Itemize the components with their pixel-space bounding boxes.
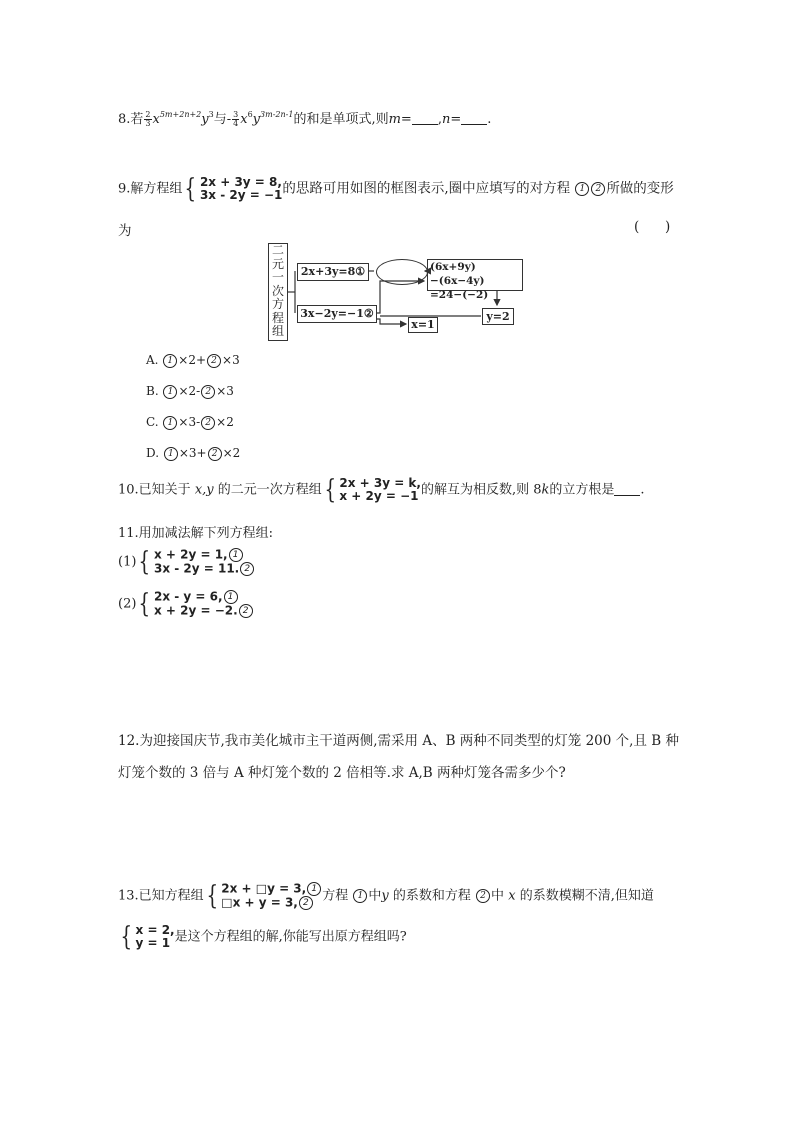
q9-option-label: D. [146,446,163,460]
q10-vars: x,y [194,482,214,498]
q9-option-circle-1: 1 [164,447,178,461]
q11-p2-eq2-row [154,604,254,618]
question-13-line-1 [118,882,654,910]
q8-frac1-den: 3 [145,119,151,128]
q8-exp1: 5m+2n+2 [159,110,202,119]
q13-eq1: 2x + □y = 3, [221,881,307,896]
flow-line-eq2-result [377,281,424,313]
flow-eq2: 3x−2y=−1② [300,307,374,320]
q9-option-circle-1: 1 [163,416,177,430]
q13-y: y [381,888,389,904]
q9-option[interactable] [146,415,234,430]
q13-prefix: 13.已知方程组 [118,888,204,904]
q13-eq2: □x + y = 3, [221,895,298,910]
q11-p2-eq1: 2x - y = 6, [153,589,223,604]
q8-exp2b: 3m-2n-1 [260,110,294,119]
q9-brace: { [184,174,197,204]
system-label-char: 次 [271,283,284,298]
q13-x: x [508,888,516,904]
q8-frac2-num: 3 [233,110,239,119]
q8-comma: , [437,112,442,127]
q9-text2: 所做的变形 [606,180,674,197]
q13-circle-1: 1 [353,889,367,903]
q9-option-label: C. [146,415,163,429]
flow-connectors [268,243,528,343]
q11-p1-circle-2: 2 [240,562,254,576]
q8-fraction-2 [232,111,239,128]
q10-prefix: 10.已知关于 [118,482,191,498]
q9-eq2: 3x - 2y = −1 [199,188,283,202]
q13-sol-brace: { [120,922,133,952]
q8-x1: x [152,112,160,127]
q8-end: . [487,112,492,127]
q9-option-op2: ×3 [222,353,240,367]
q9-option[interactable] [146,446,240,461]
q11-p2-system [136,590,253,618]
q8-frac1-num: 2 [145,110,151,119]
q11-p1-eq1: x + 2y = 1, [153,547,228,562]
q9-eq1: 2x + 3y = 8, [199,175,282,189]
q9-option-label: B. [146,384,163,398]
system-label-char: 程 [271,310,284,325]
q9-option-op1: ×3+ [178,446,207,460]
q9-option-circle-2: 2 [201,416,215,430]
q13-text2: 是这个方程组的解,你能写出原方程组吗? [174,929,407,945]
q9-option-circle-1: 1 [163,385,177,399]
q10-end: . [640,482,645,498]
q13-eq1-circle: 1 [307,882,321,896]
q13-solution [118,924,175,950]
q9-system [182,176,282,202]
q13-system-lines [221,882,322,910]
q8-n-label: n= [441,112,462,127]
flow-result-line1: (6x+9y)−(6x−4y) [430,261,485,287]
q11-p1-eq2-row [154,562,255,576]
q13-sol-lines [136,924,175,950]
q9-circle-2: 2 [591,182,605,196]
q9-option-label: A. [146,353,163,367]
q8-mid: 与- [213,112,232,127]
q13-mid2: 的系数和方程 [392,888,471,904]
question-11-part-1 [118,548,255,576]
q11-p1-lines [154,548,255,576]
q8-suffix: 的和是单项式,则 [293,112,389,127]
question-11-title: 11.用加减法解下列方程组: [118,526,274,541]
system-label-char: 元 [271,256,284,271]
q8-x2: x [240,112,248,127]
q9-option-op1: ×2- [178,384,201,398]
question-11-part-2 [118,590,254,618]
q11-p1-system [136,548,255,576]
q8-exp1b: 3 [208,110,214,119]
flow-line-to-x [377,319,406,324]
q11-p1-label: (1) [118,554,137,570]
q8-y2: y [252,112,261,127]
q9-option-op2: ×2 [216,415,234,429]
question-13-line-2 [118,924,407,950]
q10-eq1: 2x + 3y = k, [339,476,421,490]
q11-p2-label: (2) [118,596,137,612]
q8-m-label: m= [388,112,412,127]
q13-mid4: 的系数模糊不清,但知道 [519,888,654,904]
q11-p1-brace: { [138,547,151,577]
q9-option-op1: ×3- [178,415,201,429]
q13-eq2-row [221,896,322,910]
q11-p2-eq2: x + 2y = −2. [153,603,238,618]
q10-brace: { [324,475,336,505]
system-label-char: 方 [271,297,284,311]
q13-mid1: 中 [368,888,382,904]
q9-text: 的思路可用如图的框图表示,圈中应填写的对方程 [282,180,571,197]
q9-option-op2: ×3 [216,384,234,398]
q9-option-circle-2: 2 [207,354,221,368]
q10-text3: 的立方根是 [549,482,615,498]
q11-p2-circle-1: 1 [224,590,238,604]
flow-x-value: x=1 [411,318,435,331]
question-9-line-2: 为 [118,223,132,239]
q13-sol1: x = 2, [135,923,175,937]
q13-mid3: 中 [491,888,505,904]
q8-blank-m[interactable] [412,112,438,125]
answer-parenthesis[interactable]: ( ) [634,219,671,235]
q9-option-circle-2: 2 [201,385,215,399]
q9-option-op2: ×2 [222,446,241,460]
q10-system-lines [339,477,421,503]
q9-option-circle-2: 2 [208,447,222,461]
q13-eq1-row [221,882,322,896]
q13-brace: { [206,881,218,911]
q10-text2: 的解互为相反数,则 8 [420,482,542,498]
question-12-line-1: 12.为迎接国庆节,我市美化城市主干道两侧,需采用 A、B 两种不同类型的灯笼 200 个,且 B 种 [118,733,679,749]
q9-option-circle-1: 1 [163,354,177,368]
q11-p2-circle-2: 2 [239,604,253,618]
question-8 [118,108,491,128]
q9-option-op1: ×2+ [178,353,207,367]
q9-prefix: 9.解方程组 [118,181,183,197]
q9-option[interactable] [146,384,234,399]
q9-circle-1: 1 [575,182,589,196]
system-label-char: 二 [271,243,284,257]
q10-text: 的二元一次方程组 [217,482,322,498]
flowchart [268,243,528,343]
q8-prefix: 8.若 [118,112,144,127]
flow-eq1: 2x+3y=8① [300,265,366,278]
q10-blank[interactable] [614,483,640,496]
question-12-line-2: 灯笼个数的 3 倍与 A 种灯笼个数的 2 倍相等.求 A,B 两种灯笼各需多少个? [118,765,566,781]
q10-system [322,477,421,503]
q8-frac2-den: 4 [233,119,239,128]
q11-p2-lines [154,590,254,618]
q11-p1-eq1-row [154,548,255,562]
system-label-char: 一 [271,270,284,284]
q10-k: k [541,482,550,498]
question-10 [118,477,645,503]
question-9-line-1 [118,176,674,202]
q13-circle-2: 2 [476,889,490,903]
q11-p2-brace: { [138,589,151,619]
q9-system-lines [200,176,282,202]
flow-y-value: y=2 [486,310,510,323]
system-label-char: 组 [271,324,284,338]
q8-blank-n[interactable] [461,112,487,125]
q11-p1-eq2: 3x - 2y = 11. [153,561,240,576]
q8-y1: y [201,112,209,127]
q13-eq2-circle: 2 [299,896,313,910]
q13-system [204,882,323,910]
q9-option[interactable] [146,353,240,368]
q8-exp2: 6 [247,110,253,119]
q13-text: 方程 [322,888,349,904]
q11-p1-circle-1: 1 [229,548,243,562]
q10-eq2: x + 2y = −1 [339,489,419,503]
flow-result-line2: =24−(−2) [430,289,489,301]
q13-sol2: y = 1 [135,936,171,950]
q8-fraction-1 [144,111,151,128]
q11-p2-eq1-row [154,590,254,604]
